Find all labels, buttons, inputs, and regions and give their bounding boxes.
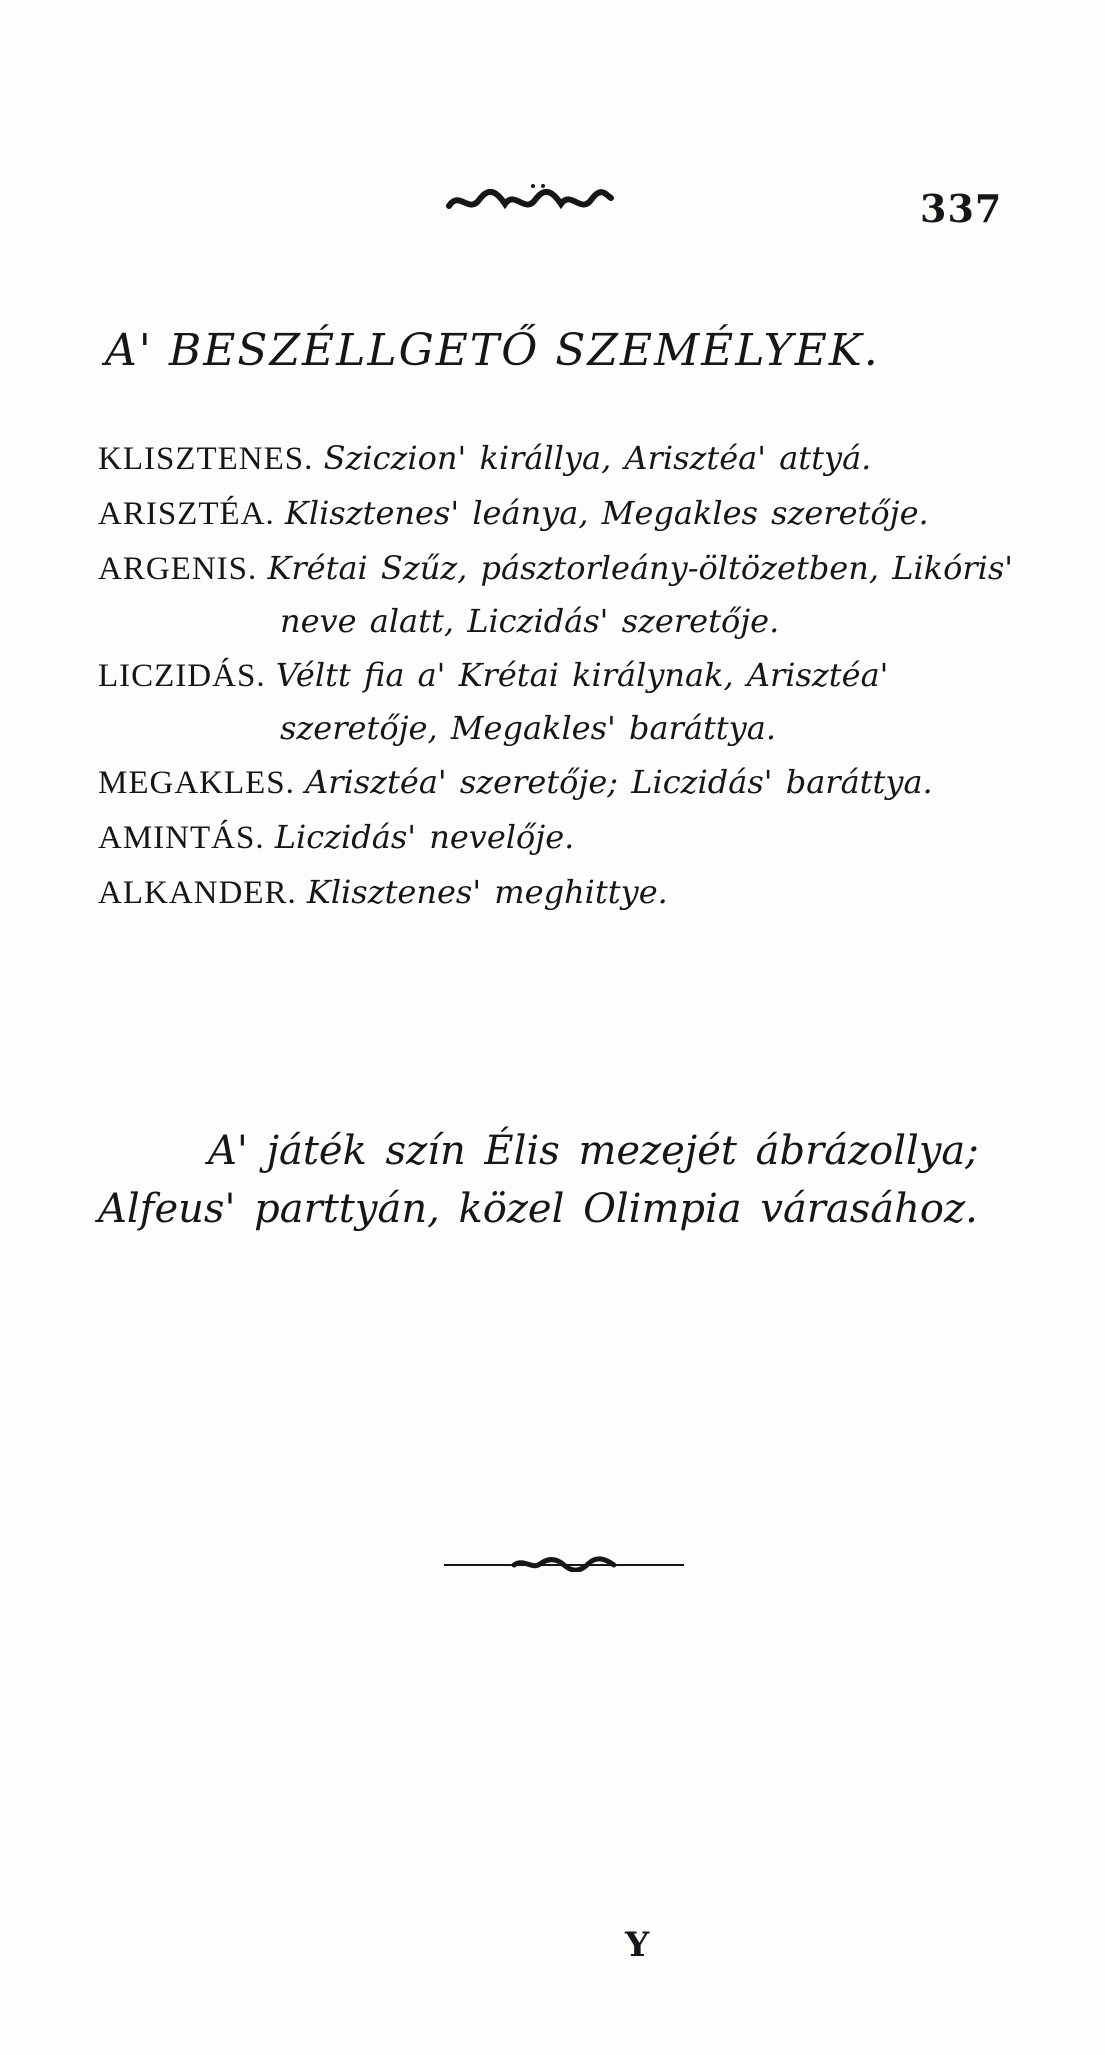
cast-entry-liczidas xyxy=(98,649,1058,754)
character-description: Krétai Szűz, pásztorleány-öltözetben, Likóris' neve alatt, Liczidás' szeretője. xyxy=(267,549,1014,640)
cast-entry-arisztea xyxy=(98,487,1058,540)
character-name: MEGAKLES. xyxy=(98,765,295,801)
character-description: Arisztéa' szeretője; Liczidás' baráttya. xyxy=(305,763,933,801)
character-description: Sziczion' királlya, Arisztéa' attyá. xyxy=(323,439,872,477)
character-name: ARGENIS. xyxy=(98,551,258,587)
cast-entry-alkander xyxy=(98,866,1058,919)
page-number: 337 xyxy=(920,186,1003,231)
character-description: Klisztenes' meghittye. xyxy=(306,873,668,911)
character-description: Liczidás' nevelője. xyxy=(274,818,575,856)
cast-entry-klisztenes xyxy=(98,432,1058,485)
character-name: LICZIDÁS. xyxy=(98,658,266,694)
character-description: Véltt fia a' Krétai királynak, Arisztéa' szeretője, Megakles' baráttya. xyxy=(275,656,889,747)
divider-ornament-icon xyxy=(444,1556,684,1572)
scene-description: A' játék szín Élis mezejét ábrázollya; Alfeus' parttyán, közel Olimpia várasához. xyxy=(98,1128,979,1232)
character-name: ALKANDER. xyxy=(98,875,297,911)
character-name: ARISZTÉA. xyxy=(98,496,275,532)
character-name: KLISZTENES. xyxy=(98,441,314,477)
header-ornament-icon xyxy=(445,180,615,220)
cast-entry-megakles xyxy=(98,756,1058,809)
cast-entry-argenis xyxy=(98,542,1058,647)
character-name: AMINTÁS. xyxy=(98,820,265,856)
cast-list xyxy=(98,432,1058,921)
page-title: A' BESZÉLLGETŐ SZEMÉLYEK. xyxy=(105,325,880,376)
cast-entry-amintas xyxy=(98,811,1058,864)
character-description: Klisztenes' leánya, Megakles szeretője. xyxy=(284,494,929,532)
signature-mark: Y xyxy=(625,1925,650,1965)
